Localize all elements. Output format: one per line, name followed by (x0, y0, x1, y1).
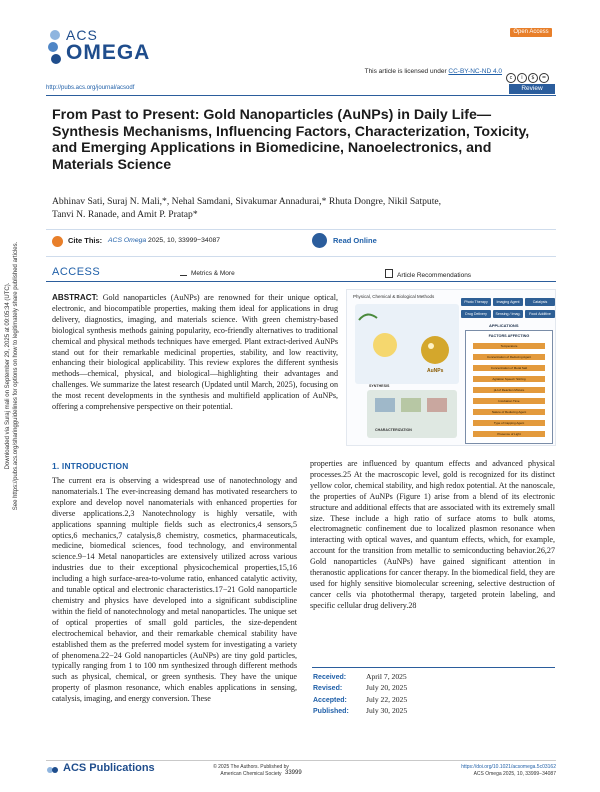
license-statement (300, 68, 502, 75)
toc-instrument-3 (427, 398, 447, 412)
authors-line-1: Abhinav Sati, Suraj N. Mali,*, Nehal Samdani, Sivakumar Annadurai,* Rhuta Dongre, Nikil Satpute, (52, 196, 442, 207)
article-recs-label: Article Recommendations (397, 272, 472, 279)
section-heading-introduction: 1. INTRODUCTION (52, 461, 129, 471)
toc-factor: Concentration of Metal Salt (473, 365, 545, 371)
toc-aunps-label: AuNPs (427, 368, 444, 374)
abstract-text: Gold nanoparticles (AuNPs) are renowned for their unique optical, electronic, and biocompatible properties, making them ideal for applications in drug delivery, diagnostics, imaging, and materials science. With green chemistry-based biological synthesis methods gaining popularity, eco-friendly alternatives to traditional chemical and physical methods techniques have emerged. Plant extract-derived AuNPs stand out for their remarkable medicinal properties, stability, and low reactivity, enhancing their biological applicability. This review explores the different synthesis methods—chemical, physical, and biological—highlighting their advantages and challenges. We summarize the latest research (Updated until March, 2025), focusing on the most recent developments in the synthesis and multifield application of AuNPs, offering a comprehensive perspective on their potential. (52, 293, 338, 412)
download-notice-line2: See https://pubs.acs.org/sharingguidelines for options on how to legitimately share published articles. (13, 241, 19, 511)
toc-aunp-highlight (428, 343, 434, 349)
journal-url[interactable]: http://pubs.acs.org/journal/acsodf (46, 85, 135, 91)
date-published: Published: July 30, 2025 (313, 706, 408, 716)
doi-block (420, 764, 556, 778)
toc-factor: Agitation Speed / Stirring (473, 376, 545, 382)
cite-label: Cite This: (68, 236, 103, 245)
toc-factor: pH of Reaction Mixture (473, 387, 545, 393)
toc-gold-sphere (373, 333, 397, 357)
download-notice-line1: Downloaded via Suraj mali on September 29, 2025 at 09:05:34 (UTC). (5, 282, 11, 470)
copyright-line-2: American Chemical Society (220, 770, 282, 777)
toc-instrument-1 (375, 398, 395, 412)
page-number: 33999 (285, 770, 302, 776)
cc-license-icons (506, 66, 556, 81)
by-icon: i (517, 73, 527, 83)
read-online-link[interactable]: Read Online (333, 236, 377, 245)
publication-dates (313, 672, 483, 718)
metrics-label: Metrics & More (191, 270, 235, 277)
toc-app-button: Sensing / Imag. (493, 310, 523, 318)
logo-text-acs: ACS (66, 27, 98, 43)
toc-applications-label: APPLICATIONS (489, 323, 519, 328)
footer-divider (46, 760, 556, 761)
toc-graphic-title: Physical, Chemical & Biological Methods (353, 294, 435, 299)
abstract-label: ABSTRACT: (52, 293, 99, 302)
dates-divider (312, 667, 555, 668)
logo-text-omega: OMEGA (66, 41, 151, 64)
read-online-icon[interactable] (312, 233, 327, 248)
metrics-link[interactable] (180, 269, 235, 277)
article-type-tag: Review (509, 84, 555, 94)
toc-app-button: Photo Therapy (461, 298, 491, 306)
toc-app-button: Food Additive (525, 310, 555, 318)
toc-factor: Temperature (473, 343, 545, 349)
toc-factor: Type of Capping Agent (473, 420, 545, 426)
toc-factors-heading: FACTORS AFFECTING (488, 334, 530, 338)
doi-link[interactable]: https://doi.org/10.1021/acsomega.5c03162 (461, 764, 556, 770)
author-list (52, 195, 522, 221)
logo-mark-icon (46, 26, 64, 66)
cite-reference[interactable] (108, 237, 220, 244)
acs-logo-icon (46, 764, 60, 776)
authors-line-2: Tanvi N. Ranade, and Amit P. Pratap* (52, 209, 198, 220)
intro-column-1: The current era is observing a widespread use of nanotechnology and nanomaterials.1 The ever-increasing demand has motivated researchers to explore and develop novel nanomaterials with enhanced properties for diverse applications.2,3 Nanotechnology is highly versatile, with applications spanning multiple fields such as electronics,4 sensors,5 optics,6 mechanics,7 catalysis,8 chemistry, cosmetics, pharmaceuticals, medicine, biomedical sciences, food technology, and environmental science.9−14 Metal nanoparticles are extensively utilized across various industries due to their exceptional physicochemical properties,15,16 including a high surface-area-to-volume ratio, enhanced catalytic activity, and tunable optical and electronic characteristics.17−21 Gold nanoparticle chemistry and physics have developed into a significant subdiscipline within the field of nanotechnology and metal nanoparticles. The unique set of optical properties of small gold particles, the size-dependent electrochemical behavior, and their remarkable chemical stability have established them as the preferred model system for investigating a variety of phenomena.22−24 Gold nanoparticles (AuNPs) are tiny gold particles, typically ranging from 1 to 100 nm synthesized through different methods such as physical, chemical, or green synthesis. They have the unique property of plasmon resonance, which enables applications in sensing, catalysis, imaging, and energy conversion. These (52, 476, 297, 704)
cc-icon: c (506, 73, 516, 83)
date-revised: Revised: July 20, 2025 (313, 683, 408, 693)
copyright-line-1: © 2025 The Authors. Published by (213, 764, 289, 770)
license-prefix: This article is licensed under (364, 68, 449, 75)
journal-logo[interactable] (46, 24, 156, 72)
header-divider (46, 95, 556, 96)
publisher-name[interactable]: ACS Publications (63, 762, 155, 774)
nc-icon: $ (528, 73, 538, 83)
metrics-icon (180, 269, 187, 276)
footer-citation: ACS Omega 2025, 10, 33999−34087 (473, 770, 556, 777)
toc-synthesis-label: SYNTHESIS (369, 384, 390, 388)
access-label: ACCESS (52, 266, 101, 278)
nd-icon: = (539, 73, 549, 83)
cite-journal: ACS Omega (108, 236, 147, 244)
download-notice (4, 196, 20, 556)
toc-aunp-sphere (421, 336, 449, 364)
toc-characterization-label: CHARACTERIZATION (375, 428, 412, 432)
access-divider (46, 281, 556, 282)
date-received: Received: April 7, 2025 (313, 672, 407, 681)
toc-graphic (346, 289, 556, 446)
open-access-badge: Open Access (510, 28, 552, 37)
toc-factor: Presence of Light (473, 431, 545, 437)
toc-app-button: Drug Delivery (461, 310, 491, 318)
document-icon (385, 269, 393, 278)
cite-icon (52, 236, 63, 247)
toc-factor: Nature of Reducing Agent (473, 409, 545, 415)
toc-factor: Concentration of Reducing Agent (473, 354, 545, 360)
cite-details: 2025, 10, 33999−34087 (148, 236, 221, 244)
article-recommendations-link[interactable] (385, 269, 471, 279)
toc-factors-box (465, 330, 553, 444)
article-title: From Past to Present: Gold Nanoparticles (AuNPs) in Daily Life—Synthesis Mechanisms, Influencing Factors, Characterization, Toxicity, and Emerging Applications in Biomedicine, Nanoelectronics, and Materials Science (52, 107, 530, 173)
toc-app-button: Imaging Agent (493, 298, 523, 306)
toc-factor: Incubation Time (473, 398, 545, 404)
toc-app-button: Catalysis (525, 298, 555, 306)
date-accepted: Accepted: July 22, 2025 (313, 694, 408, 704)
abstract (52, 293, 338, 413)
toc-instrument-2 (401, 398, 421, 412)
intro-column-2: properties are influenced by quantum effects and advanced physical processes.25 At the macroscopic level, gold is recognized for its distinct yellow color, chemical stability, and high redox potential. At the nanoscale, the properties of AuNPs (Figure 1) arise from a blend of its electronic structure and additional effects that are associated with its extremely small size. These include a high ratio of surface atoms to bulk atoms, electromagnetic confinement due to localized plasmon resonance when interacting with optical waves, and quantum effects, which, for example, account for the transition from metallic to semiconducting behavior.26,27 Gold nanoparticles (AuNPs) have gained significant attention in theranostic applications for cancer therapy. In the biomedical field, they are used for highly sensitive biomolecular screening, selective destruction of cancer cells via photothermal therapy, targeted protein labeling, and specific cellular drug delivery.28 (310, 459, 555, 610)
license-link[interactable]: CC-BY-NC-ND 4.0 (448, 68, 502, 75)
